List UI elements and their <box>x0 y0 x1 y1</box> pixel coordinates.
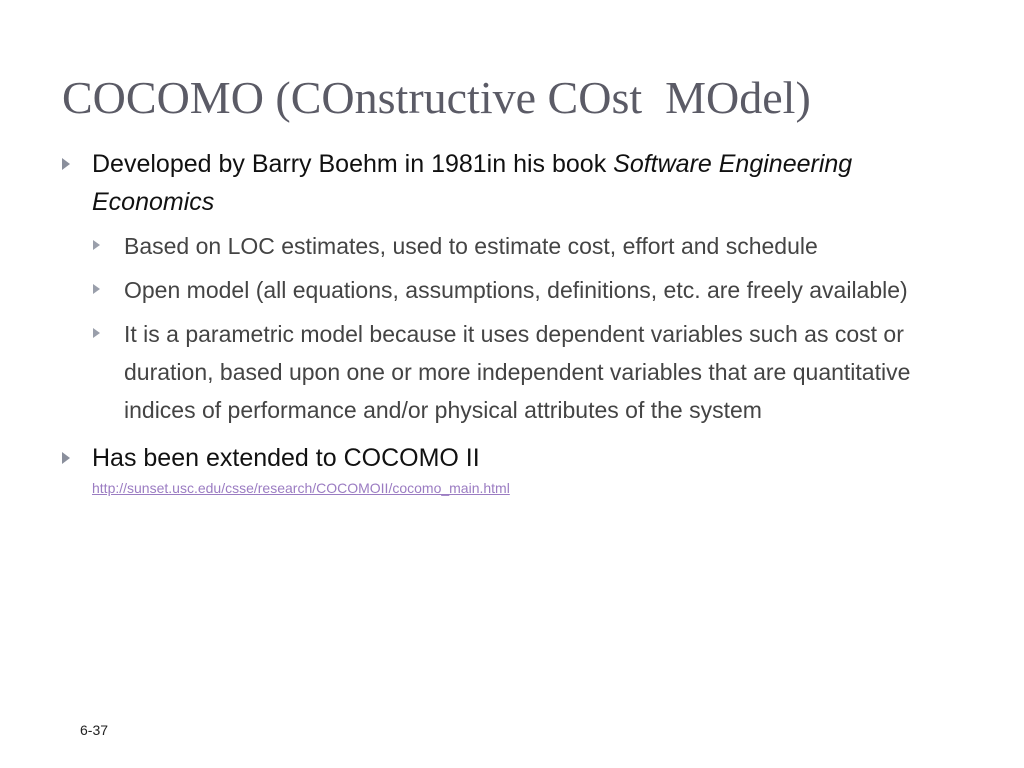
sub-bullet-arrow-icon <box>93 284 100 294</box>
slide-body <box>62 145 962 497</box>
sub-bullet-arrow-icon <box>93 240 100 250</box>
slide-number: 6-37 <box>80 722 109 738</box>
bullet-arrow-icon <box>62 452 70 464</box>
sub-bullet-loc-estimates <box>93 227 962 265</box>
sub-bullet-list <box>93 227 962 429</box>
sub-bullet-text: It is a parametric model because it uses dependent variables such as cost or duration, based upon one or more independent variables that are quantitative indices of performance and/or physical attributes of the system <box>124 321 911 423</box>
sub-bullet-arrow-icon <box>93 328 100 338</box>
bullet-text: Developed by Barry Boehm in 1981in his book <box>92 150 614 178</box>
sub-bullet-text: Open model (all equations, assumptions, definitions, etc. are freely available) <box>124 277 908 303</box>
slide-title: COCOMO (COnstructive COst MOdel) <box>62 72 811 123</box>
bullet-cocomo-ii <box>62 439 962 497</box>
bullet-developed-by <box>62 145 962 429</box>
sub-bullet-open-model <box>93 271 962 309</box>
book-title: Software Engineering Economics <box>92 150 853 216</box>
cocomo-ii-link[interactable]: http://sunset.usc.edu/csse/research/COCOMOII/cocomo_main.html <box>92 480 510 496</box>
bullet-arrow-icon <box>62 158 70 170</box>
bullet-text: Has been extended to COCOMO II <box>92 444 480 472</box>
sub-bullet-parametric-model <box>93 315 962 429</box>
sub-bullet-text: Based on LOC estimates, used to estimate cost, effort and schedule <box>124 233 818 259</box>
